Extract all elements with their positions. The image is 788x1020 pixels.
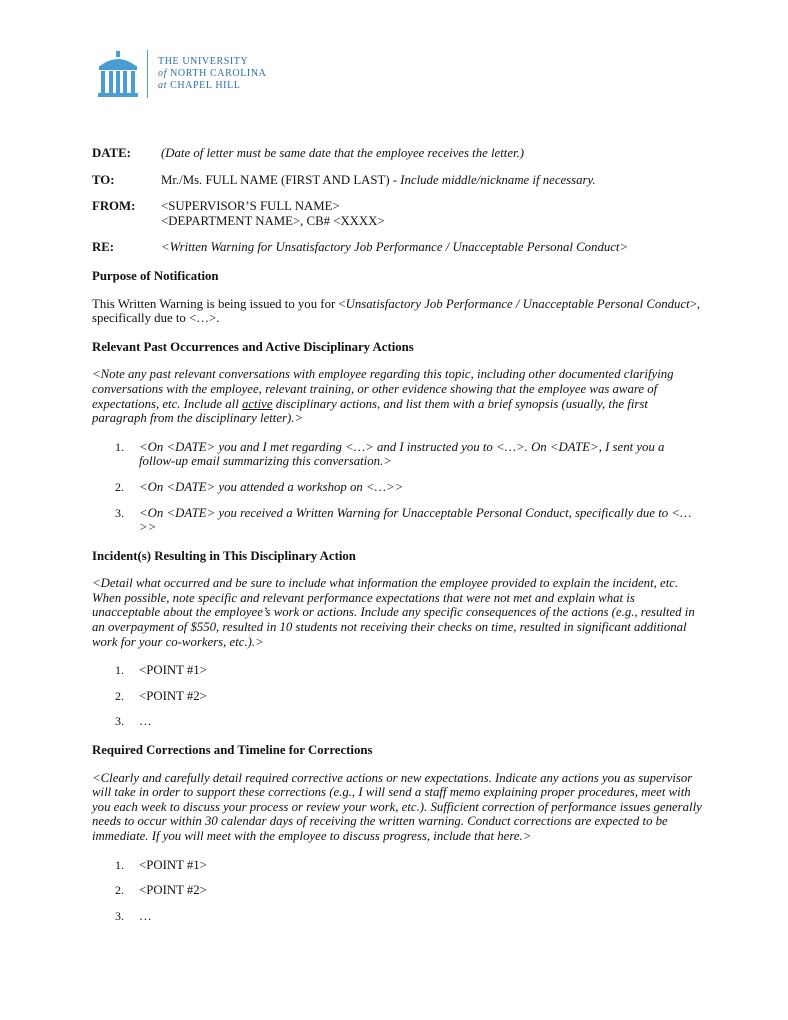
re-label: RE:	[92, 240, 115, 255]
logo-divider	[147, 50, 148, 98]
to-note: Include middle/nickname if necessary.	[400, 172, 596, 187]
past-actions-list	[92, 440, 702, 535]
to-row	[92, 173, 702, 188]
incidents-text: <Detail what occurred and be sure to include what information the employee provided to explain the incident, etc. When possible, note specific and relevant performance expectations that were not met and explain what is unacceptable about the employee’s work or actions. Include any specific consequences of the actions (e.g., resulted in an overpayment of $550, resulted in 10 students not receiving their checks on time, resulted in significant additional work for your co-workers, etc.).>	[92, 576, 695, 649]
from-department: <DEPARTMENT NAME>, CB# <XXXX>	[161, 213, 385, 228]
to-value: Mr./Ms. FULL NAME (FIRST AND LAST) -	[161, 172, 401, 187]
corrections-text: <Clearly and carefully detail required corrective actions or new expectations. Indicate any actions you as supervisor will take in order to support these corrections (e.g., I will send a staff memo explaining proper procedures, meet with you each week to discuss your process or review your work, etc.). Sufficient correction of performance issues generally needs to occur within 30 calendar days of receiving the written warning. Conduct corrections are expected to be immediate. If you will meet with the employee to discuss progress, include that here.>	[92, 770, 702, 843]
old-well-icon	[96, 50, 140, 100]
list-item: 3. <On <DATE> you received a Written Warning for Unacceptable Personal Conduct, specifically due to <…>>	[115, 505, 692, 535]
corrections-list	[92, 858, 702, 924]
logo-line-3: at CHAPEL HILL	[158, 80, 241, 91]
date-label: DATE:	[92, 146, 131, 160]
list-item: 2. <POINT #2>	[115, 688, 207, 703]
logo-text	[158, 56, 267, 92]
date-value: (Date of letter must be same date that the employee receives the letter.)	[161, 146, 525, 160]
to-label: TO:	[92, 172, 115, 187]
list-item: 3. …	[115, 908, 152, 923]
list-item: 2. <POINT #2>	[115, 883, 207, 898]
list-item: 3. …	[115, 714, 152, 729]
list-item: 1. <POINT #1>	[115, 663, 207, 678]
letter-body	[92, 146, 702, 934]
from-supervisor: <SUPERVISOR’S FULL NAME>	[161, 199, 340, 214]
list-item: 2. <On <DATE> you attended a workshop on <…>>	[115, 479, 404, 494]
purpose-heading: Purpose of Notification	[92, 268, 219, 283]
past-actions-heading: Relevant Past Occurrences and Active Disciplinary Actions	[92, 339, 414, 354]
re-value: <Written Warning for Unsatisfactory Job Performance / Unacceptable Personal Conduct>	[161, 240, 629, 255]
list-item: 1. <POINT #1>	[115, 857, 207, 872]
corrections-heading: Required Corrections and Timeline for Corrections	[92, 743, 373, 758]
purpose-text: This Written Warning is being issued to you for <Unsatisfactory Job Performance / Unacceptable Personal Conduct>, specifically due to <…>.	[92, 296, 701, 326]
date-row	[92, 146, 702, 161]
logo-line-2: of NORTH CAROLINA	[158, 68, 267, 79]
logo-line-1: THE UNIVERSITY	[158, 56, 249, 67]
past-actions-text: <Note any past relevant conversations with employee regarding this topic, including other documented clarifying conversations with the employee, relevant training, or other evidence showing that the employee was aware of expectations, etc. Include all active disciplinary actions, and list them with a brief synopsis (usually, the first paragraph from the disciplinary letter).>	[92, 367, 674, 426]
incidents-list	[92, 663, 702, 729]
from-label: FROM:	[92, 199, 136, 214]
re-row	[92, 240, 702, 255]
list-item: 1. <On <DATE> you and I met regarding <…> and I instructed you to <…>. On <DATE>, I sent you a follow-up email summarizing this conversation.>	[115, 439, 665, 469]
incidents-heading: Incident(s) Resulting in This Disciplinary Action	[92, 548, 356, 563]
from-row	[92, 199, 702, 228]
